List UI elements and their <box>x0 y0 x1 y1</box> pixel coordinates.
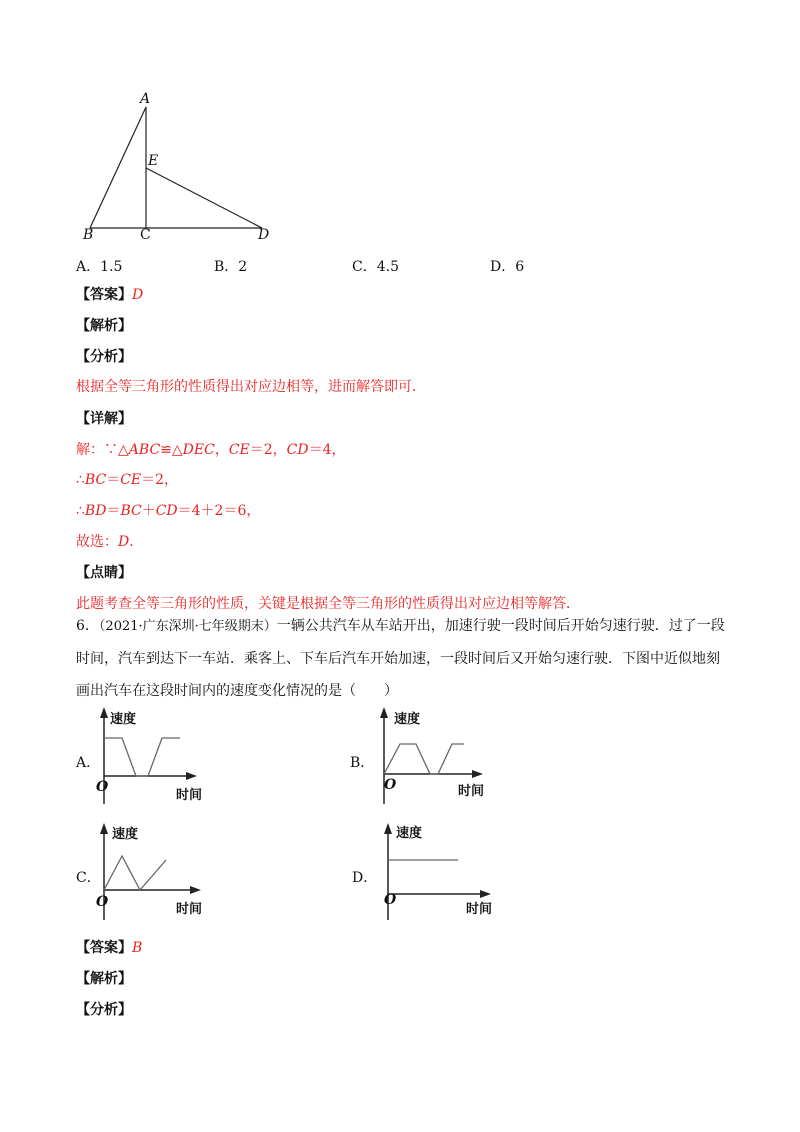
sol1-cd: CD <box>286 442 309 458</box>
sol4-post: ． <box>129 534 144 550</box>
sol1-eq1: ＝2， <box>249 442 287 458</box>
option-c: C．4.5 <box>352 259 399 275</box>
graph-d-xlabel: 时间 <box>466 902 493 917</box>
graph-a-letter: A． <box>76 755 101 771</box>
triangle-figure-svg <box>80 95 280 245</box>
dianjing-tag: 【点睛】 <box>76 565 132 581</box>
sol3-bd: BD <box>84 503 107 519</box>
graph-b-letter: B． <box>350 755 375 771</box>
q6-answer-line <box>76 938 142 958</box>
triangle-figure <box>80 91 280 245</box>
point-label-a: A <box>140 91 151 107</box>
option-a: A．1.5 <box>76 259 123 275</box>
point-label-c: C <box>140 227 151 243</box>
sol2-eq: ＝ <box>106 472 121 488</box>
graph-b-ylabel: 速度 <box>394 712 421 727</box>
sol3-plus: ＋ <box>141 503 156 519</box>
graph-c-letter: C． <box>76 870 101 886</box>
question-text: 一辆公共汽车从车站开出，加速行驶一段时间后开始匀速行驶．过了一段时间，汽车到达下一车站．乘客上、下车后汽车开始加速，一段时间后又开始匀速行驶．下图中近似地刻画出汽车在这段时间内的速度变化情况的是（ ） <box>76 618 725 699</box>
sol4-d: D <box>118 534 130 550</box>
q6-fenxi-tag: 【分析】 <box>76 1002 132 1018</box>
dianjing-text: 此题考查全等三角形的性质，关键是根据全等三角形的性质得出对应边相等解答． <box>76 596 580 612</box>
solution-line-2 <box>76 470 178 490</box>
sol3-bc: BC <box>120 503 142 519</box>
graph-a-xlabel: 时间 <box>176 788 203 803</box>
sol2-val: ＝2， <box>141 472 179 488</box>
sol1-dec: DEC <box>182 442 215 458</box>
sol3-pre: ∴ <box>76 503 85 519</box>
sol4-pre: 故选： <box>76 534 118 550</box>
point-label-e: E <box>148 153 159 169</box>
sol3-val: ＝4＋2＝6， <box>177 503 261 519</box>
sol3-cd: CD <box>155 503 178 519</box>
sol2-pre: ∴ <box>76 472 85 488</box>
solution-line-3 <box>76 501 260 521</box>
question-number: 6． <box>76 618 99 634</box>
sol2-bc: BC <box>84 472 107 488</box>
sol1-cong: ≌△ <box>160 442 183 458</box>
question-source: （2021·广东深圳·七年级期末） <box>98 619 277 634</box>
answer-tag: 【答案】 <box>76 287 132 303</box>
point-label-b: B <box>83 227 94 243</box>
sol2-ce: CE <box>120 472 142 488</box>
xiangjie-tag: 【详解】 <box>76 411 132 427</box>
sol1-ce: CE <box>228 442 250 458</box>
answer-value: D <box>132 287 144 303</box>
q6-answer-tag: 【答案】 <box>76 940 132 956</box>
q6-jiexi-tag: 【解析】 <box>76 971 132 987</box>
fenxi-tag: 【分析】 <box>76 349 132 365</box>
fenxi-text: 根据全等三角形的性质得出对应边相等，进而解答即可． <box>76 379 426 395</box>
option-b: B．2 <box>214 259 248 275</box>
jiexi-tag: 【解析】 <box>76 318 132 334</box>
graph-a-ylabel: 速度 <box>110 712 137 727</box>
sol3-eq: ＝ <box>106 503 121 519</box>
point-label-d: D <box>258 227 270 243</box>
sol1-abc: ABC <box>128 442 161 458</box>
graph-c-xlabel: 时间 <box>176 902 203 917</box>
solution-line-1 <box>76 440 346 460</box>
option-d: D．6 <box>490 259 525 275</box>
solution-line-4 <box>76 532 143 552</box>
sol1-pre: 解：∵△ <box>76 442 129 458</box>
graph-d-ylabel: 速度 <box>396 826 423 841</box>
q6-answer-value: B <box>132 940 143 956</box>
graph-c-origin: O <box>96 894 109 910</box>
graph-d-origin: O <box>384 892 397 908</box>
graph-a-origin: O <box>96 779 109 795</box>
sol1-eq2: ＝4， <box>308 442 346 458</box>
sol1-sep: ， <box>214 442 229 458</box>
graph-b-origin: O <box>384 777 397 793</box>
question-6 <box>76 610 726 707</box>
answer-line <box>76 285 143 305</box>
graph-c-ylabel: 速度 <box>112 827 139 842</box>
graph-b-xlabel: 时间 <box>458 784 485 799</box>
graph-d-letter: D． <box>352 870 378 886</box>
